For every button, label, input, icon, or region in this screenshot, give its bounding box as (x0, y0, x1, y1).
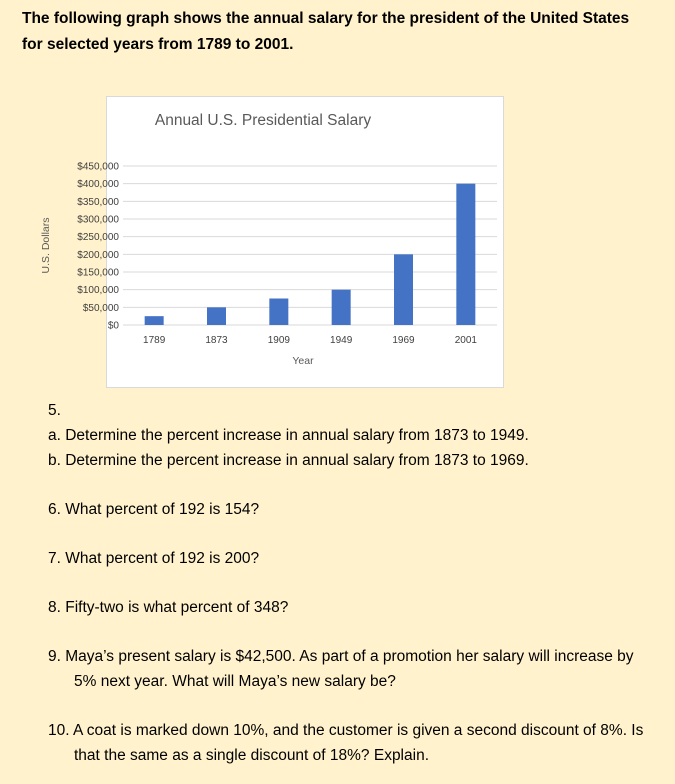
question-10: 10. A coat is marked down 10%, and the customer is given a second discount of 8%. Is that the same as a single discount of 18%? Explain. (48, 722, 644, 764)
bar-1789 (145, 316, 164, 325)
x-tick-label: 1789 (143, 335, 166, 346)
question-6: 6. What percent of 192 is 154? (48, 501, 260, 518)
x-tick-label: 2001 (454, 335, 477, 346)
question-5a: a. Determine the percent increase in annual salary from 1873 to 1949. (48, 427, 529, 444)
salary-chart (40, 96, 504, 388)
question-7: 7. What percent of 192 is 200? (48, 550, 260, 567)
chart-svg (40, 97, 503, 387)
question-9: 9. Maya’s present salary is $42,500. As part of a promotion her salary will increase by 5% next year. What will Maya’s new salary be? (48, 648, 634, 690)
x-axis-label: Year (292, 355, 314, 367)
x-tick-label: 1873 (205, 335, 228, 346)
y-axis-label: U.S. Dollars (40, 217, 52, 274)
y-tick-label: $150,000 (77, 267, 119, 279)
y-tick-label: $0 (107, 320, 119, 332)
bar-1949 (332, 290, 351, 325)
y-tick-label: $100,000 (77, 285, 119, 297)
question-list (48, 398, 658, 768)
x-tick-label: 1909 (267, 335, 290, 346)
bar-2001 (456, 184, 475, 325)
bar-1873 (207, 307, 226, 325)
y-tick-label: $300,000 (77, 214, 119, 226)
intro-text: The following graph shows the annual salary for the president of the United States for selected years from 1789 to 2001. (22, 10, 630, 53)
y-tick-labels (77, 162, 119, 332)
x-tick-labels (143, 335, 477, 346)
bar-1969 (394, 254, 413, 325)
question-8: 8. Fifty-two is what percent of 348? (48, 599, 289, 616)
y-tick-label: $450,000 (77, 161, 119, 173)
bar-1909 (269, 299, 288, 326)
y-tick-label: $250,000 (77, 232, 119, 244)
y-tick-label: $50,000 (82, 302, 119, 314)
chart-title: Annual U.S. Presidential Salary (154, 112, 372, 129)
gridlines (123, 166, 497, 325)
x-tick-label: 1969 (392, 335, 415, 346)
question-5b: b. Determine the percent increase in annual salary from 1873 to 1969. (48, 452, 529, 469)
y-tick-label: $200,000 (77, 249, 119, 261)
question-5-number: 5. (48, 402, 61, 419)
y-tick-label: $350,000 (77, 196, 119, 208)
y-tick-label: $400,000 (77, 179, 119, 191)
x-tick-label: 1949 (330, 335, 353, 346)
